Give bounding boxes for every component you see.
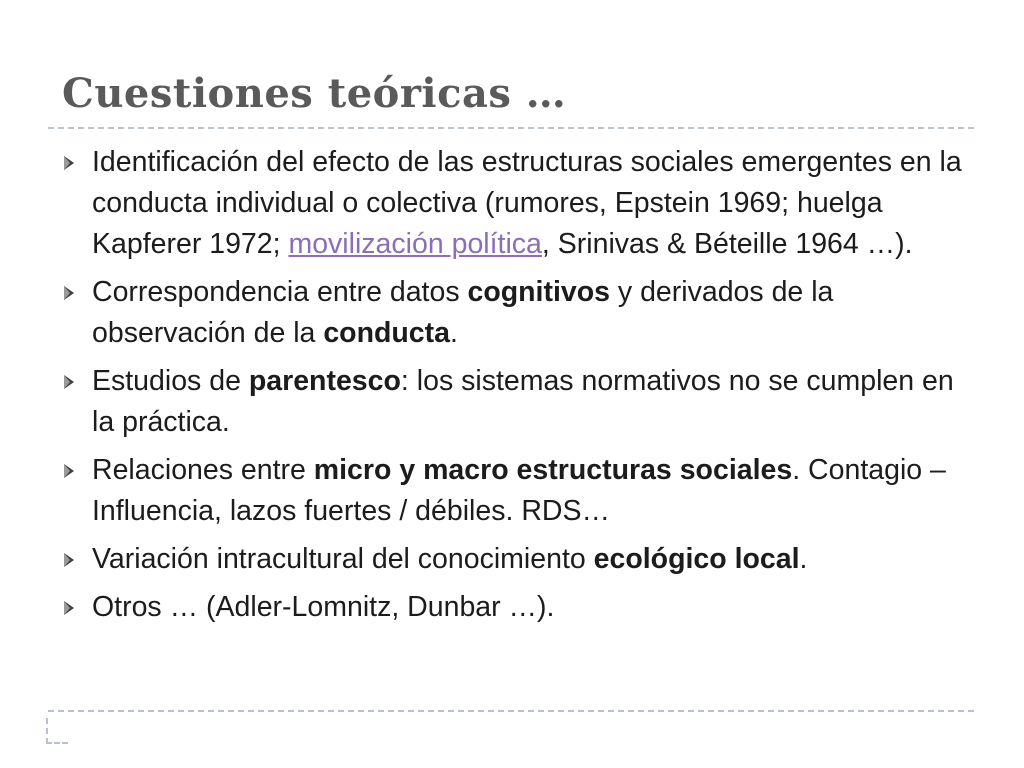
item-emphasis: conducta xyxy=(323,317,450,349)
item-emphasis: ecológico local xyxy=(593,543,800,575)
bullet-arrow-icon xyxy=(64,375,74,389)
list-item xyxy=(62,361,972,443)
list-item xyxy=(62,539,972,580)
item-emphasis: cognitivos xyxy=(467,276,610,308)
slide-title: Cuestiones teóricas … xyxy=(62,70,567,117)
item-text: Correspondencia entre datos xyxy=(92,276,468,308)
bullet-arrow-icon xyxy=(64,553,74,567)
item-text: : los sistemas normativos no se cumplen en la práctica. xyxy=(92,365,954,438)
item-text: y derivados de la observación de la xyxy=(92,276,834,349)
bullet-list xyxy=(62,142,972,635)
item-text: Estudios de xyxy=(92,365,249,397)
footer-divider xyxy=(48,710,974,712)
bullet-arrow-icon xyxy=(64,286,74,300)
item-text: . xyxy=(799,543,808,575)
item-text: Variación intracultural del conocimiento xyxy=(92,543,594,575)
list-item xyxy=(62,272,972,354)
bullet-arrow-icon xyxy=(64,601,74,615)
item-emphasis: parentesco xyxy=(248,365,401,397)
bullet-arrow-icon xyxy=(64,156,74,170)
bullet-arrow-icon xyxy=(64,464,74,478)
item-text: . xyxy=(450,317,458,349)
corner-decoration xyxy=(46,718,68,744)
movilizacion-politica-link[interactable]: movilización política xyxy=(288,228,542,260)
item-text: Identificación del efecto de las estructuras sociales emergentes en la conducta individual o colectiva (rumores, Epstein 1969; huelga Kapferer 1972; xyxy=(92,146,962,260)
item-text: Relaciones entre xyxy=(92,454,314,486)
item-text: , Srinivas & Béteille 1964 …). xyxy=(541,228,913,260)
item-emphasis: micro y macro estructuras sociales xyxy=(313,454,793,486)
item-text: . Contagio – Influencia, lazos fuertes / débiles. RDS… xyxy=(92,454,946,527)
list-item xyxy=(62,450,972,532)
list-item xyxy=(62,587,972,628)
list-item xyxy=(62,142,972,265)
title-divider xyxy=(48,127,974,129)
item-text: Otros … (Adler-Lomnitz, Dunbar …). xyxy=(92,591,555,623)
